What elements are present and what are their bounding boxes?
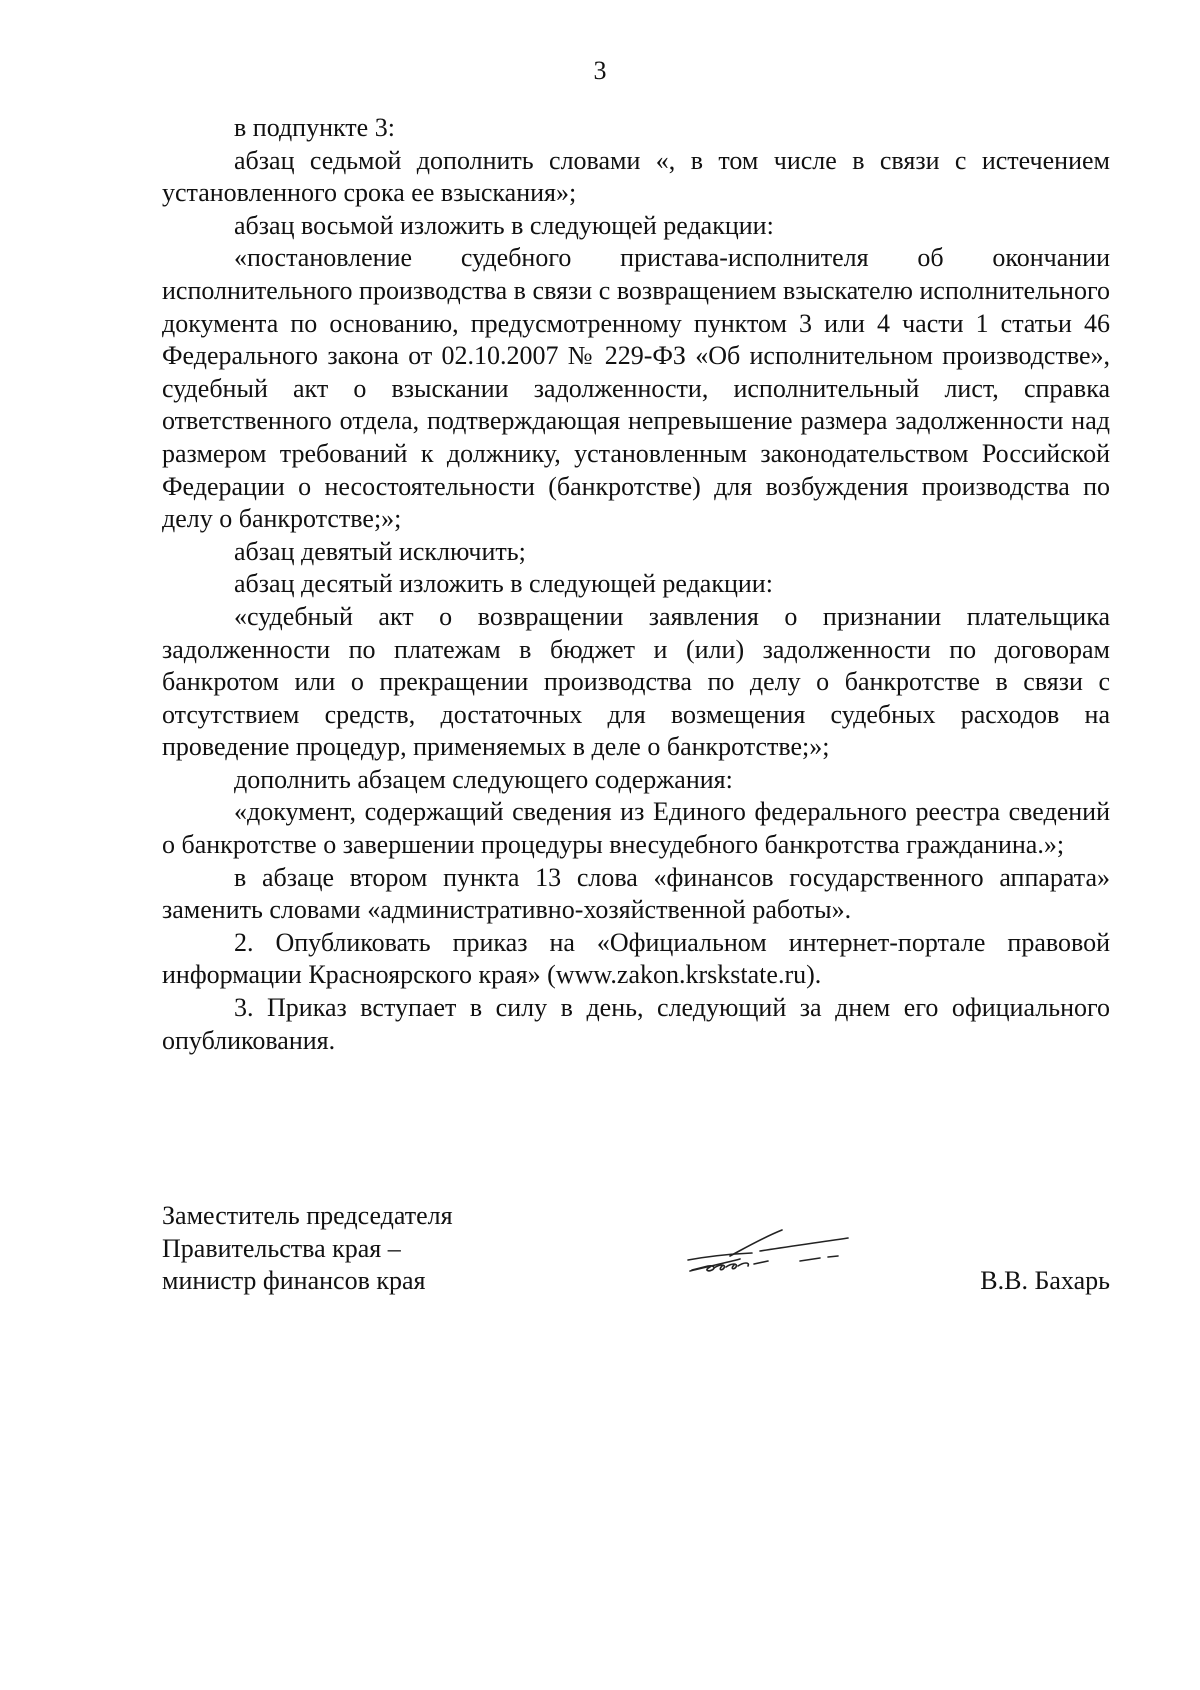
paragraph-11: 2. Опубликовать приказ на «Официальном интернет-портале правовой информации Красноярского края» (www.zakon.krskstate.ru). (162, 927, 1110, 990)
signature-block (162, 1200, 1110, 1320)
paragraph-3: абзац восьмой изложить в следующей редакции: (234, 210, 774, 240)
signatory-title-line: Правительства края – (162, 1233, 401, 1263)
page-number: 3 (593, 56, 607, 85)
signatory-title-line: Заместитель председателя (162, 1201, 453, 1230)
paragraph-2: абзац седьмой дополнить словами «, в том числе в связи с истечением установленного срока ее взыскания»; (162, 145, 1110, 208)
paragraph-6: абзац десятый изложить в следующей редакции: (234, 569, 773, 599)
document-body (162, 112, 1110, 1057)
handwritten-signature (670, 1226, 850, 1286)
paragraph-10: в абзаце втором пункта 13 слова «финансов государственного аппарата» заменить словами «административно-хозяйственной работы». (162, 862, 1110, 925)
paragraph-12: 3. Приказ вступает в силу в день, следующий за днем его официального опубликования. (162, 993, 1110, 1055)
paragraph-1: в подпункте 3: (234, 113, 395, 142)
paragraph-7: «судебный акт о возвращении заявления о признании плательщика задолженности по платежам в бюджет и (или) задолженности по договорам банкротом или о прекращении производства по делу о банкротстве в связи с отсутствием средств, достаточных для возмещения судебных расходов на проведение процедур, применяемых в деле о банкротстве;»; (162, 601, 1110, 762)
signatory-name: В.В. Бахарь (980, 1266, 1110, 1295)
paragraph-4: «постановление судебного пристава-исполнителя об окончании исполнительного производства в связи с возвращением взыскателю исполнительного документа по основанию, предусмотренному пунктом 3 или 4 части 1 статьи 46 Федерального закона от 02.10.2007 № 229-ФЗ «Об исполнительном производстве», судебный акт о взыскании задолженности, исполнительный лист, справка ответственного отдела, подтверждающая непревышение размера задолженности над размером требований к должнику, установленным законодательством Российской Федерации о несостоятельности (банкротстве) для возбуждения производства по делу о банкротстве;»; (162, 243, 1110, 534)
paragraph-9: «документ, содержащий сведения из Единого федерального реестра сведений о банкротстве о завершении процедуры внесудебного банкротства гражданина.»; (162, 797, 1110, 860)
paragraph-5: абзац девятый исключить; (234, 536, 526, 566)
paragraph-8: дополнить абзацем следующего содержания: (234, 764, 733, 794)
signatory-title (162, 1200, 562, 1298)
signatory-title-line: министр финансов края (162, 1266, 426, 1296)
